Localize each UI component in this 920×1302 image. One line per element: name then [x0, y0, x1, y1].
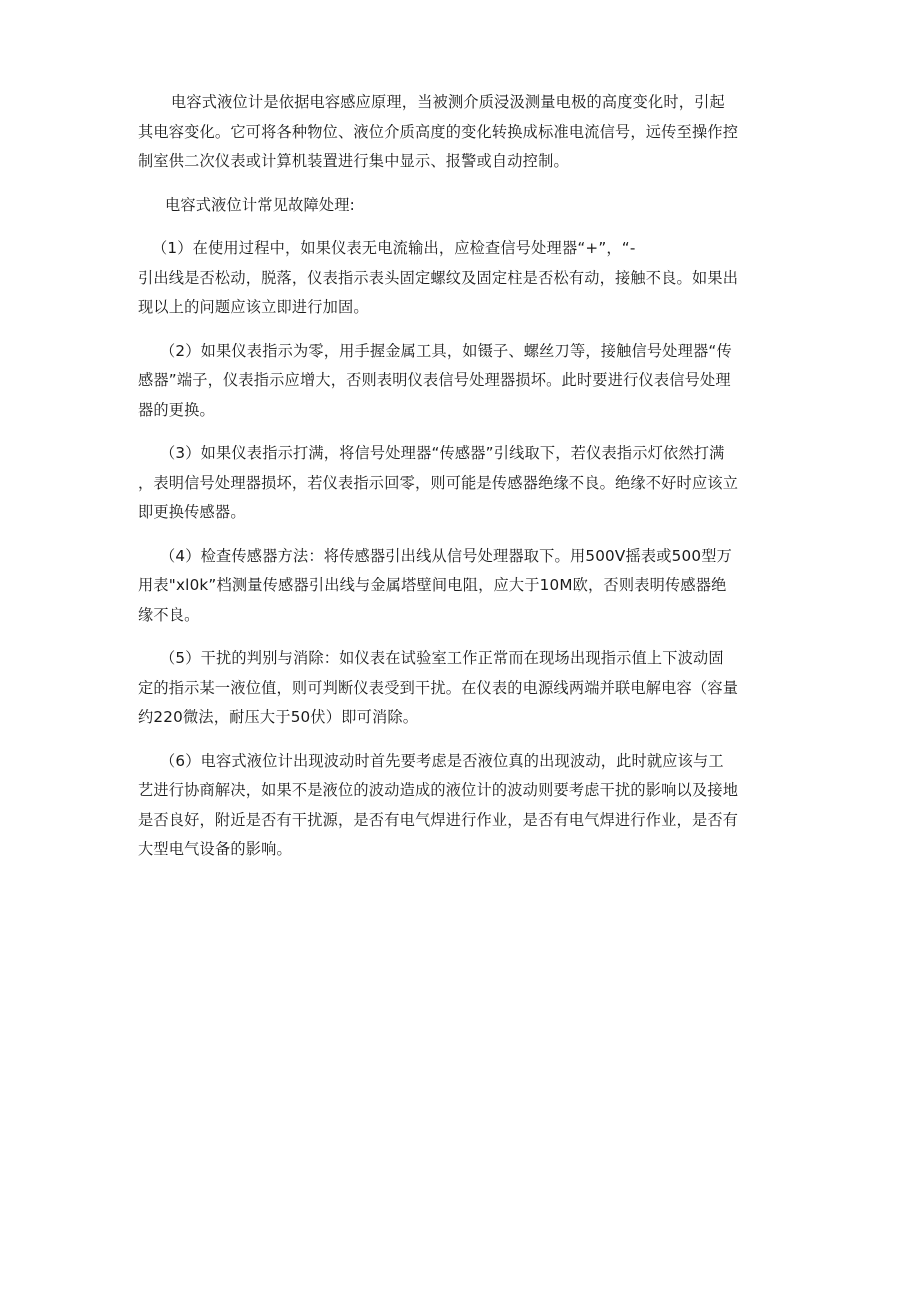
text-line: （6）电容式液位计出现波动时首先要考虑是否液位真的出现波动，此时就应该与工 [160, 751, 724, 770]
document-page [138, 88, 786, 879]
paragraph-intro [138, 88, 786, 177]
text-line: ，表明信号处理器损坏，若仪表指示回零，则可能是传感器绝缘不良。绝缘不好时应该立 [138, 473, 739, 492]
text-line: 感器”端子，仪表指示应增大，否则表明仪表信号处理器损坏。此时要进行仪表信号处理 [138, 371, 731, 389]
text-line: 用表"xl0k”档测量传感器引出线与金属塔壁间电阻，应大于10M欧，否则表明传感器绝 [138, 576, 727, 594]
text-line: 电容式液位计常见故障处理: [165, 195, 355, 214]
paragraph-item-1 [138, 234, 786, 323]
paragraph-item-2 [138, 337, 786, 426]
paragraph-item-4 [138, 542, 786, 631]
text-line: 引出线是否松动，脱落，仪表指示表头固定螺纹及固定柱是否松有动，接触不良。如果出 [138, 268, 739, 287]
text-line: 缘不良。 [138, 605, 200, 624]
text-line: 约220微法，耐压大于50伏）即可消除。 [138, 708, 419, 726]
text-line: 其电容变化。它可将各种物位、液位介质高度的变化转换成标准电流信号，远传至操作控 [138, 122, 739, 141]
paragraph-item-6 [138, 747, 786, 865]
text-line: 大型电气设备的影响。 [138, 840, 292, 858]
text-line: 艺进行协商解决，如果不是液位的波动造成的液位计的波动则要考虑干扰的影响以及接地 [138, 781, 739, 799]
text-line: 器的更换。 [138, 400, 215, 419]
paragraph-item-5 [138, 644, 786, 733]
text-line: 定的指示某一液位值，则可判断仪表受到干扰。在仪表的电源线两端并联电解电容（容量 [138, 678, 739, 697]
text-line: 电容式液位计是依据电容感应原理，当被测介质浸汲测量电极的高度变化时，引起 [171, 93, 725, 111]
text-line: 现以上的问题应该立即进行加固。 [138, 298, 369, 316]
paragraph-item-3 [138, 439, 786, 528]
text-line: （3）如果仪表指示打满，将信号处理器“传感器”引线取下，若仪表指示灯依然打满 [160, 444, 725, 462]
text-line: （5）干扰的判别与消除：如仪表在试验室工作正常而在现场出现指示值上下波动固 [160, 649, 724, 667]
text-line: （4）检查传感器方法：将传感器引出线从信号处理器取下。用500V摇表或500型万 [160, 546, 733, 565]
text-line: （2）如果仪表指示为零，用手握金属工具，如镊子、螺丝刀等，接触信号处理器“传 [160, 341, 732, 360]
text-line: （1）在使用过程中，如果仪表无电流输出，应检查信号处理器“+”，“- [152, 239, 636, 257]
paragraph-heading [138, 191, 786, 221]
text-line: 即更换传感器。 [138, 503, 246, 521]
text-line: 是否良好，附近是否有干扰源，是否有电气焊进行作业，是否有电气焊进行作业，是否有 [138, 810, 739, 829]
text-line: 制室供二次仪表或计算机装置进行集中显示、报警或自动控制。 [138, 152, 569, 170]
